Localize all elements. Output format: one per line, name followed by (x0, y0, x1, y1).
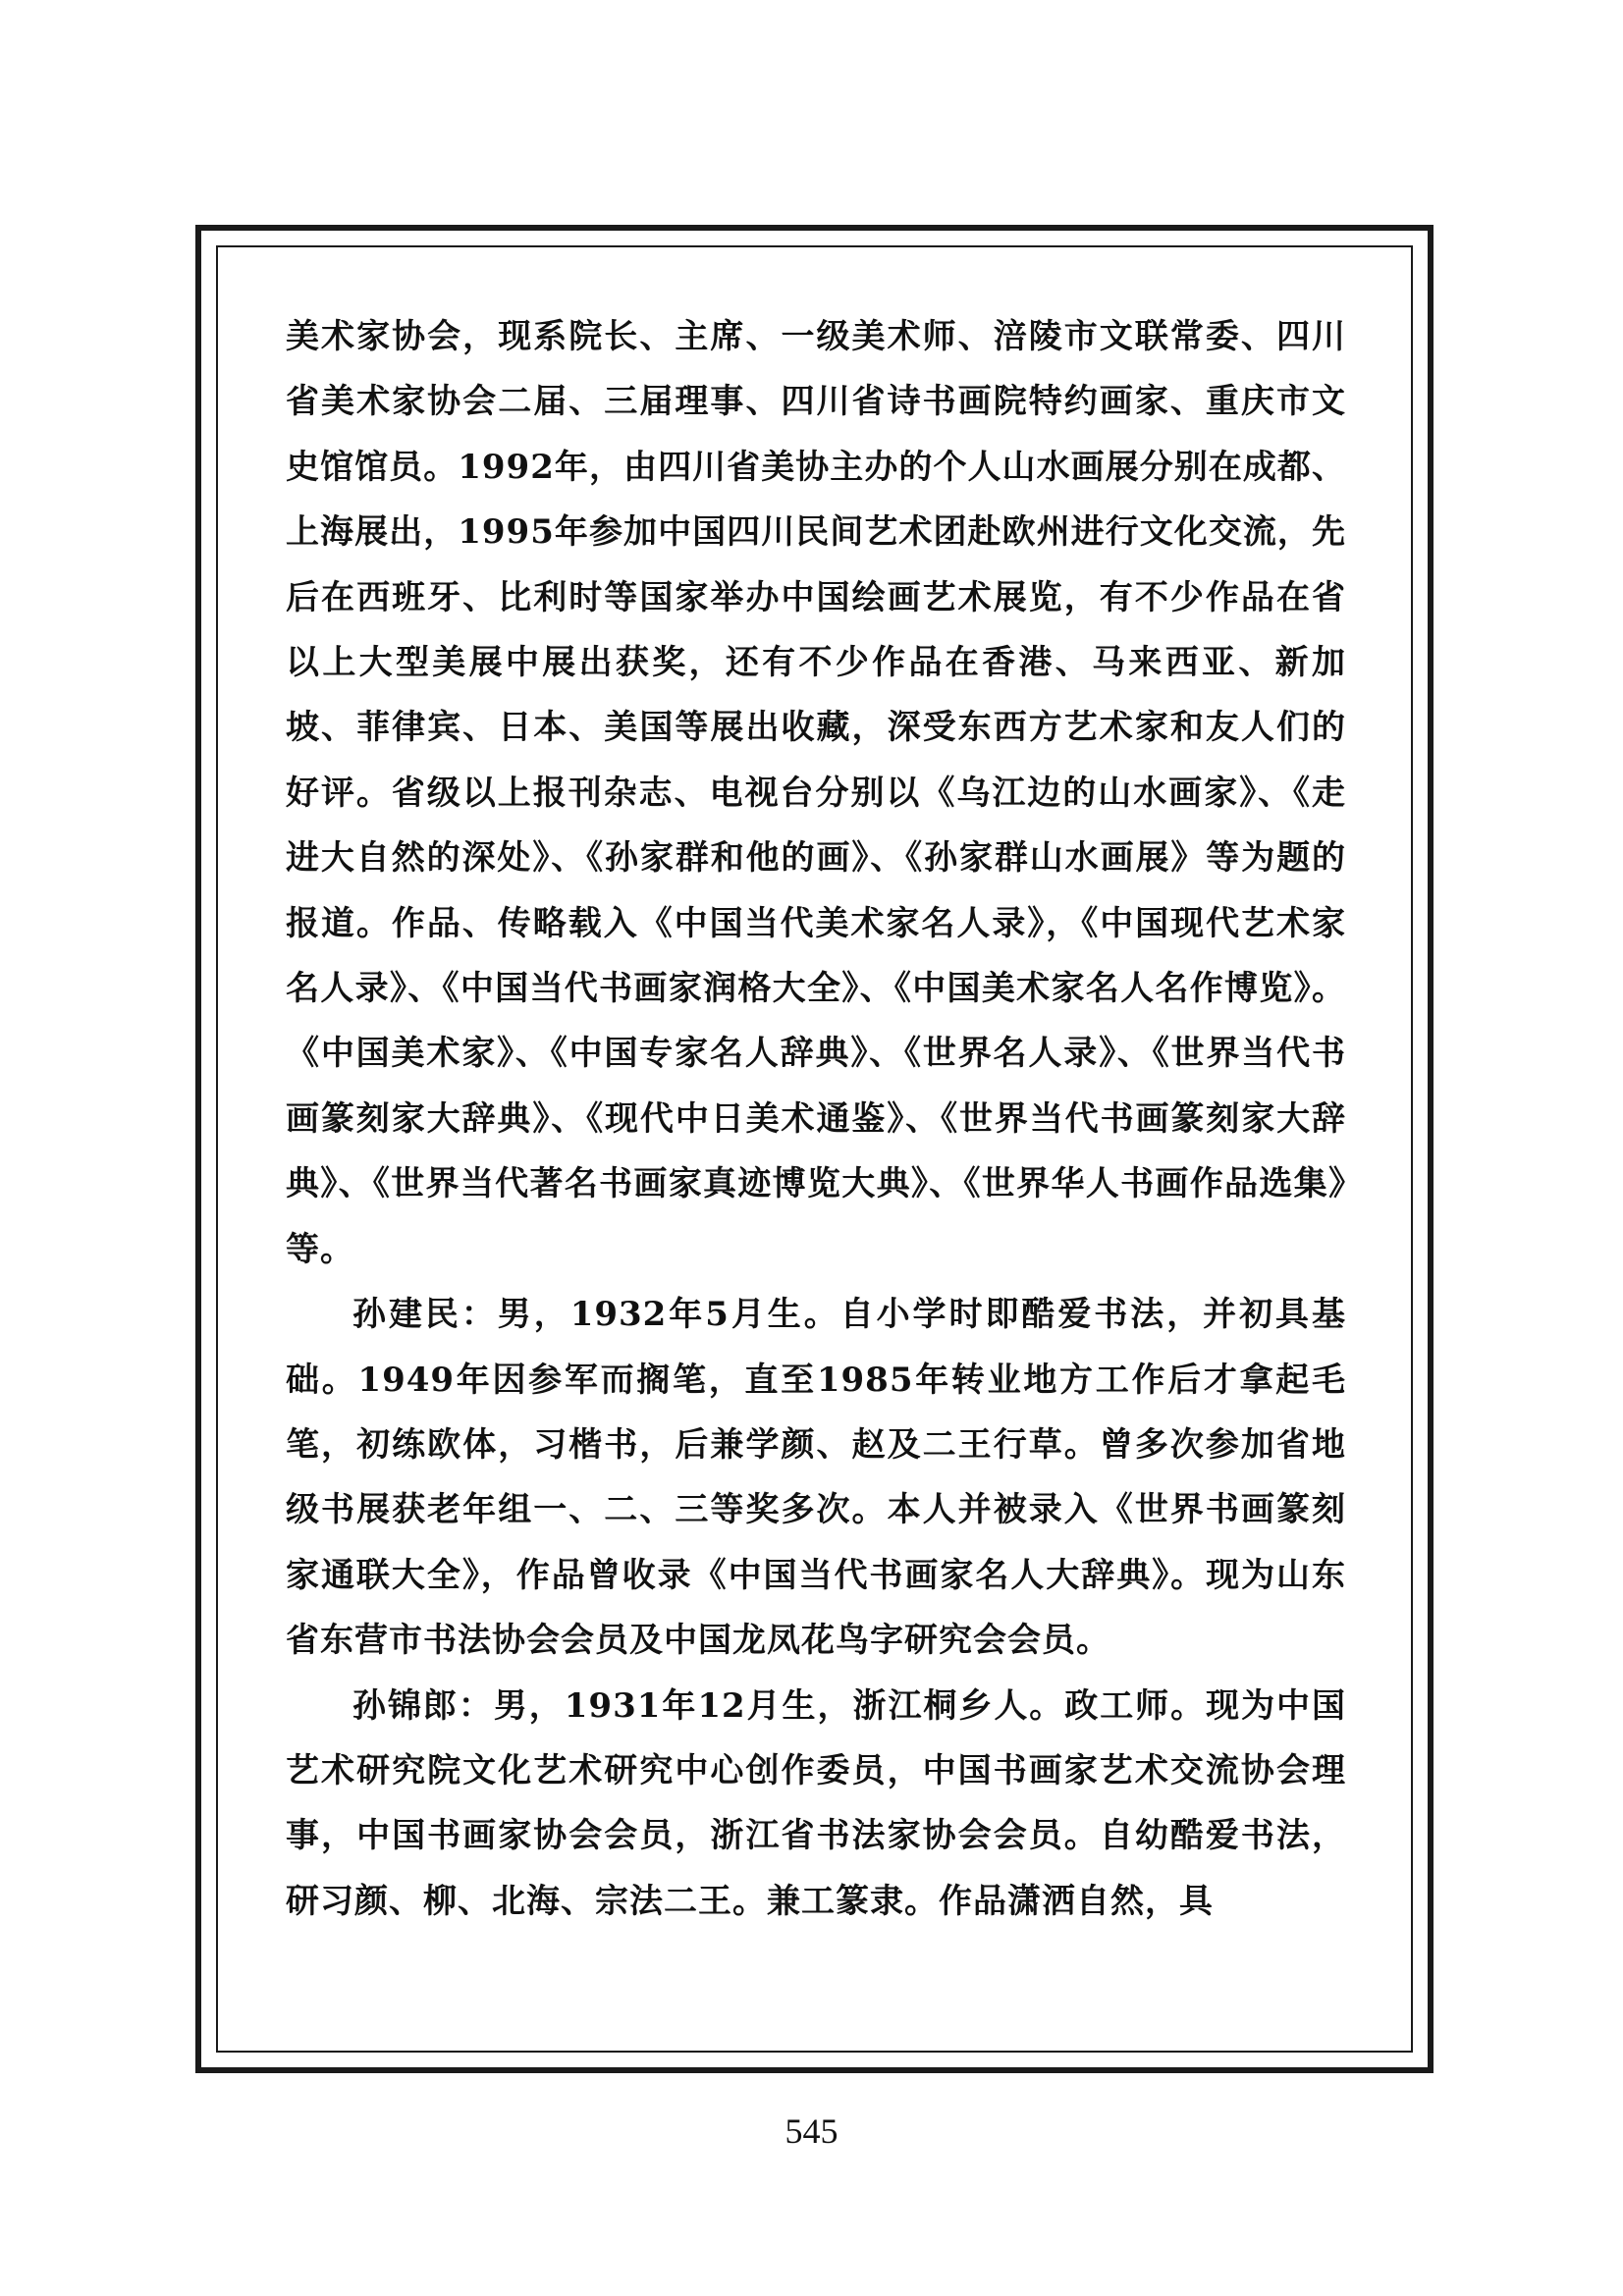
main-text-block (286, 304, 1346, 1934)
paragraph-sun-jinlang: 孙锦郎：男，1931年12月生，浙江桐乡人。政工师。现为中国艺术研究院文化艺术研究中心创作委员，中国书画家艺术交流协会理事，中国书画家协会会员，浙江省书法家协会会员。自幼酷爱书法，研习颜、柳、北海、宗法二王。兼工篆隶。作品潇洒自然，具 (286, 1685, 1346, 1921)
page-number: 545 (784, 2111, 839, 2151)
paragraph-continued: 美术家协会，现系院长、主席、一级美术师、涪陵市文联常委、四川省美术家协会二届、三届理事、四川省诗书画院特约画家、重庆市文史馆馆员。1992年，由四川省美协主办的个人山水画展分别在成都、上海展出，1995年参加中国四川民间艺术团赴欧州进行文化交流，先后在西班牙、比利时等国家举办中国绘画艺术展览，有不少作品在省以上大型美展中展出获奖，还有不少作品在香港、马来西亚、新加坡、菲律宾、日本、美国等展出收藏，深受东西方艺术家和友人们的好评。省级以上报刊杂志、电视台分别以《乌江边的山水画家》、《走进大自然的深处》、《孙家群和他的画》、《孙家群山水画展》等为题的报道。作品、传略载入《中国当代美术家名人录》，《中国现代艺术家名人录》、《中国当代书画家润格大全》、《中国美术家名人名作博览》。《中国美术家》、《中国专家名人辞典》、《世界名人录》、《世界当代书画篆刻家大辞典》、《现代中日美术通鉴》、《世界当代书画篆刻家大辞典》、《世界当代著名书画家真迹博览大典》、《世界华人书画作品选集》等。 (286, 317, 1346, 1269)
paragraph-sun-jianmin: 孙建民：男，1932年5月生。自小学时即酷爱书法，并初具基础。1949年因参军而搁笔，直至1985年转业地方工作后才拿起毛笔，初练欧体，习楷书，后兼学颜、赵及二王行草。曾多次参加省地级书展获老年组一、二、三等奖多次。本人并被录入《世界书画篆刻家通联大全》，作品曾收录《中国当代书画家名人大辞典》。现为山东省东营市书法协会会员及中国龙凤花鸟字研究会会员。 (286, 1295, 1346, 1661)
